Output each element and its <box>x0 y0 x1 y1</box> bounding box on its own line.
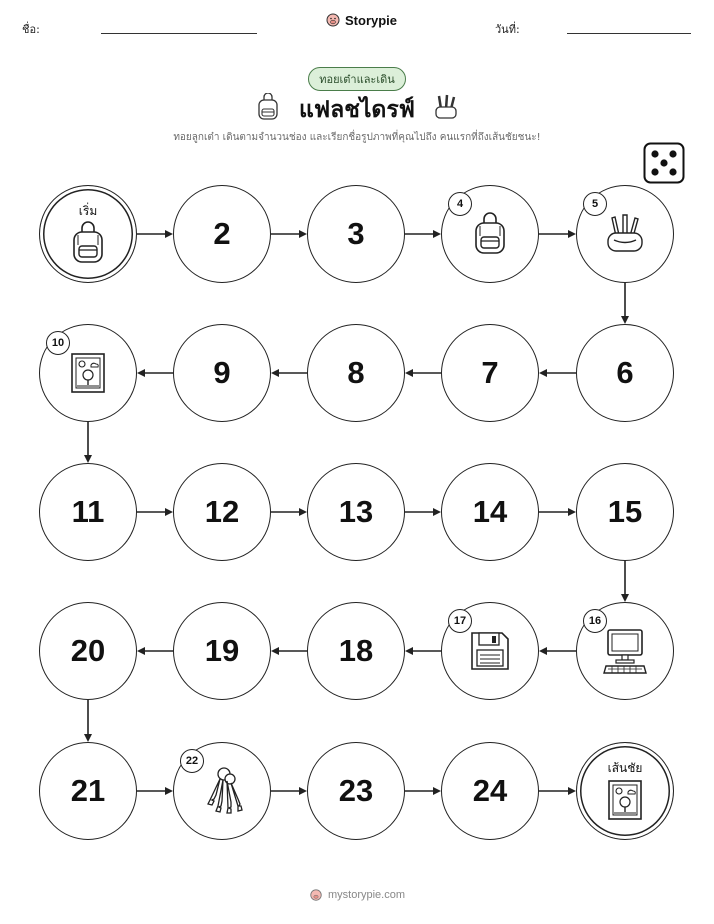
path-arrow <box>137 369 173 377</box>
brand-name: Storypie <box>345 12 398 28</box>
keys-icon <box>200 766 244 816</box>
cell-number: 11 <box>71 494 105 529</box>
cell-number: 18 <box>338 633 374 668</box>
board-cell-24[interactable] <box>441 742 539 840</box>
pig-mascot-icon <box>309 888 323 902</box>
path-arrow <box>405 230 441 238</box>
path-arrow <box>137 787 173 795</box>
cell-number-badge: 17 <box>448 609 472 633</box>
path-arrow <box>271 230 307 238</box>
board-cell-19[interactable] <box>173 602 271 700</box>
landscape-picture-icon <box>68 351 108 395</box>
board-cell-21[interactable] <box>39 742 137 840</box>
board-cell-11[interactable] <box>39 463 137 561</box>
board-cell-2[interactable] <box>173 185 271 283</box>
path-arrow <box>271 647 307 655</box>
page-title: แฟลชไดรฟ์ <box>299 97 415 123</box>
cell-number: 3 <box>347 216 365 251</box>
cell-number: 12 <box>204 494 240 529</box>
path-arrow <box>137 647 173 655</box>
path-arrow <box>271 787 307 795</box>
path-arrow <box>539 369 576 377</box>
cell-number: 19 <box>204 633 240 668</box>
path-arrow <box>405 787 441 795</box>
path-arrow <box>621 561 629 602</box>
cell-number: 9 <box>213 355 231 390</box>
cell-number-badge: 5 <box>583 192 607 216</box>
board-cell-8[interactable] <box>307 324 405 422</box>
pencil-case-icon <box>604 212 646 256</box>
cell-number-badge: 10 <box>46 331 70 355</box>
path-arrow <box>539 647 576 655</box>
path-arrow <box>137 508 173 516</box>
path-arrow <box>539 787 576 795</box>
board-cell-25[interactable] <box>576 742 674 840</box>
footer <box>0 888 714 902</box>
board-cell-12[interactable] <box>173 463 271 561</box>
game-type-badge: ทอยเต๋าและเดิน <box>308 67 406 91</box>
board-cell-17[interactable] <box>441 602 539 700</box>
path-arrow <box>539 508 576 516</box>
board-cell-10[interactable] <box>39 324 137 422</box>
path-arrow <box>539 230 576 238</box>
backpack-icon <box>69 221 107 265</box>
path-arrow <box>621 283 629 324</box>
cell-number-badge: 22 <box>180 749 204 773</box>
path-arrow <box>405 508 441 516</box>
cell-number: 6 <box>616 355 634 390</box>
landscape-picture-icon <box>605 778 645 822</box>
board-cell-16[interactable] <box>576 602 674 700</box>
backpack-icon <box>471 212 509 256</box>
cell-number: 15 <box>607 494 643 529</box>
cell-number-badge: 16 <box>583 609 607 633</box>
board-cell-6[interactable] <box>576 324 674 422</box>
computer-icon <box>602 627 648 675</box>
board-cell-4[interactable] <box>441 185 539 283</box>
cell-number: 7 <box>481 355 499 390</box>
cell-number: 23 <box>338 773 374 808</box>
cell-number: 20 <box>70 633 106 668</box>
path-arrow <box>84 700 92 742</box>
board-cell-15[interactable] <box>576 463 674 561</box>
path-arrow <box>405 369 441 377</box>
path-arrow <box>271 369 307 377</box>
start-label: เริ่ม <box>78 204 98 218</box>
path-arrow <box>405 647 441 655</box>
cell-number: 8 <box>347 355 365 390</box>
cell-number: 24 <box>472 773 508 808</box>
board-cell-1[interactable] <box>39 185 137 283</box>
board-cell-20[interactable] <box>39 602 137 700</box>
board-cell-13[interactable] <box>307 463 405 561</box>
instructions: ทอยลูกเต๋า เดินตามจำนวนช่อง และเรียกชื่อรูปภาพที่คุณไปถึง คนแรกที่ถึงเส้นชัยชนะ! <box>173 132 541 143</box>
path-arrow <box>137 230 173 238</box>
path-arrow <box>271 508 307 516</box>
floppy-disk-icon <box>469 630 511 672</box>
cell-number: 14 <box>472 494 508 529</box>
board-cell-22[interactable] <box>173 742 271 840</box>
finish-label: เส้นชัย <box>607 761 643 775</box>
board-cell-7[interactable] <box>441 324 539 422</box>
board-cell-9[interactable] <box>173 324 271 422</box>
path-arrow <box>84 422 92 463</box>
cell-number: 2 <box>213 216 231 251</box>
board-cell-5[interactable] <box>576 185 674 283</box>
cell-number: 13 <box>338 494 374 529</box>
name-label: ชื่อ: <box>22 23 40 36</box>
footer-url: mystorypie.com <box>327 889 406 901</box>
board-cell-14[interactable] <box>441 463 539 561</box>
date-label: วันที่: <box>495 23 520 36</box>
board-cell-3[interactable] <box>307 185 405 283</box>
cell-number: 21 <box>70 773 106 808</box>
board-cell-18[interactable] <box>307 602 405 700</box>
board-cell-23[interactable] <box>307 742 405 840</box>
cell-number-badge: 4 <box>448 192 472 216</box>
